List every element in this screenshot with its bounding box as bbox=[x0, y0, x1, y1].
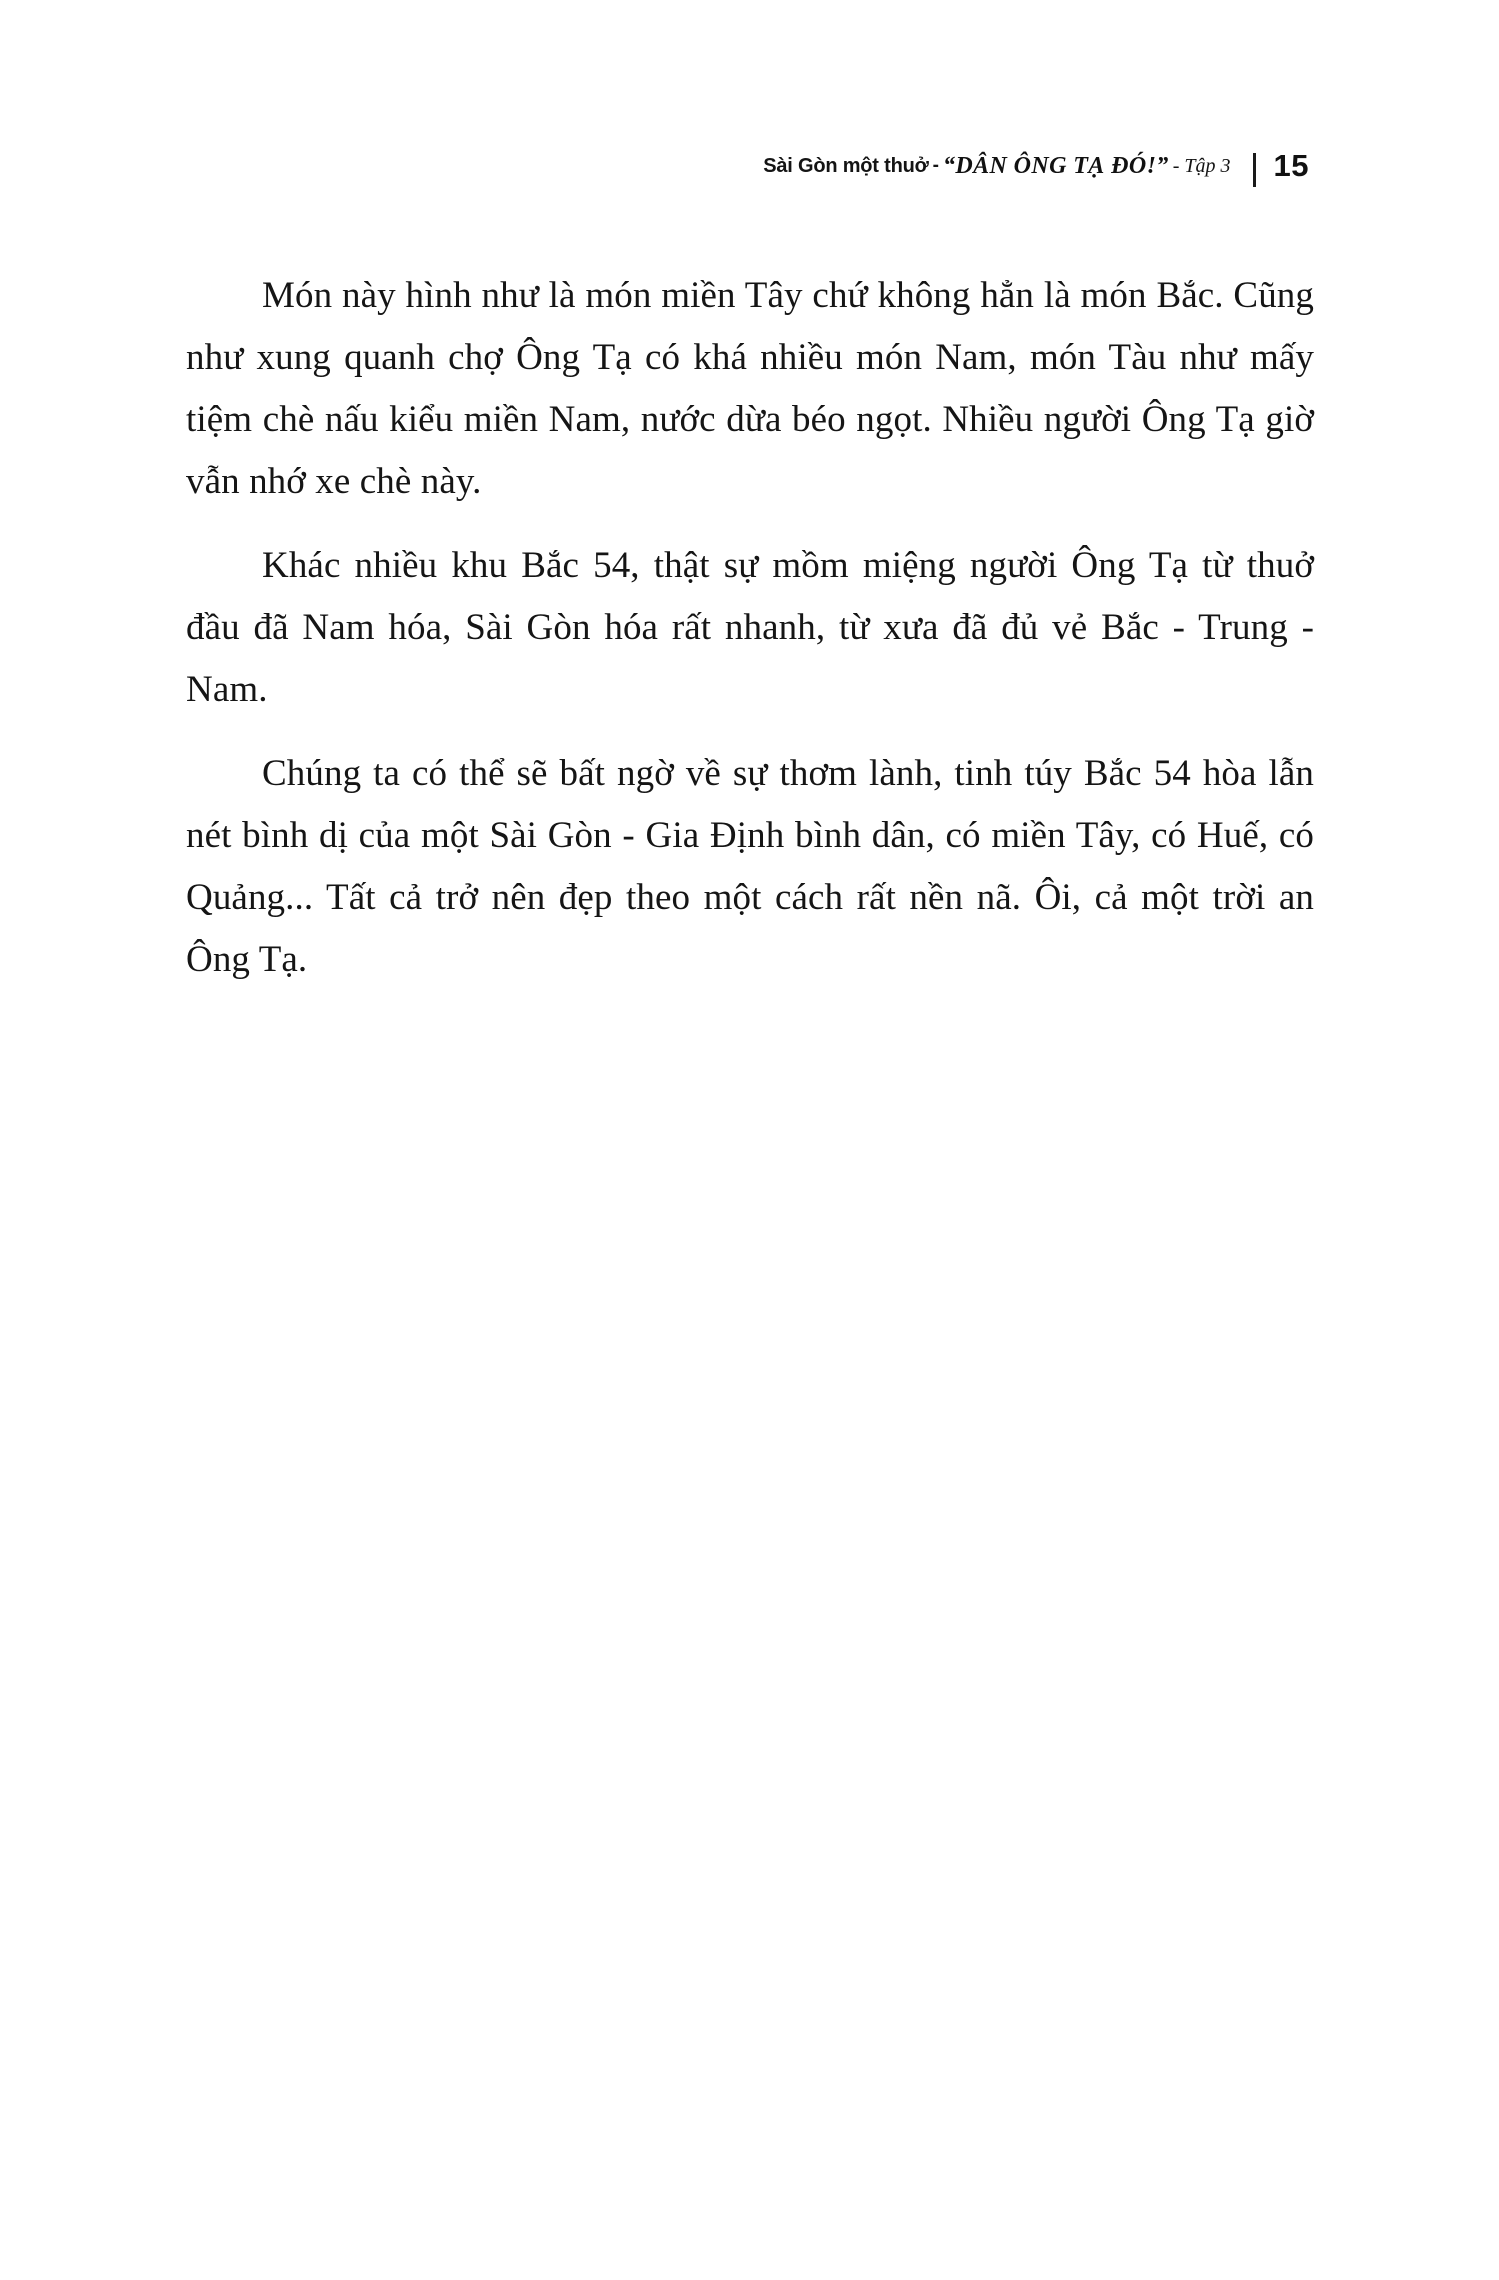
paragraph: Chúng ta có thể sẽ bất ngờ về sự thơm lành, tinh túy Bắc 54 hòa lẫn nét bình dị của một Sài Gòn - Gia Định bình dân, có miền Tây, có Huế, có Quảng... Tất cả trở nên đẹp theo một cách rất nền nã. Ôi, cả một trời an Ông Tạ. bbox=[186, 753, 1314, 980]
paragraph: Khác nhiều khu Bắc 54, thật sự mồm miệng người Ông Tạ từ thuở đầu đã Nam hóa, Sài Gòn hóa rất nhanh, từ xưa đã đủ vẻ Bắc - Trung - Nam. bbox=[186, 545, 1314, 710]
paragraph: Món này hình như là món miền Tây chứ không hẳn là món Bắc. Cũng như xung quanh chợ Ông Tạ có khá nhiều món Nam, món Tàu như mấy tiệm chè nấu kiểu miền Nam, nước dừa béo ngọt. Nhiều người Ông Tạ giờ vẫn nhớ xe chè này. bbox=[186, 275, 1314, 502]
running-head-title: “DÂN ÔNG TẠ ĐÓ!” bbox=[942, 152, 1169, 179]
body-text-column bbox=[186, 265, 1314, 991]
running-head bbox=[0, 148, 1499, 184]
running-head-divider bbox=[1253, 153, 1256, 187]
page-number: 15 bbox=[1273, 148, 1309, 183]
running-head-series: Sài Gòn một thuở bbox=[763, 154, 929, 177]
running-head-volume: - Tập 3 bbox=[1172, 154, 1231, 177]
running-head-dash: - bbox=[932, 155, 939, 176]
running-head-inner bbox=[763, 148, 1309, 184]
